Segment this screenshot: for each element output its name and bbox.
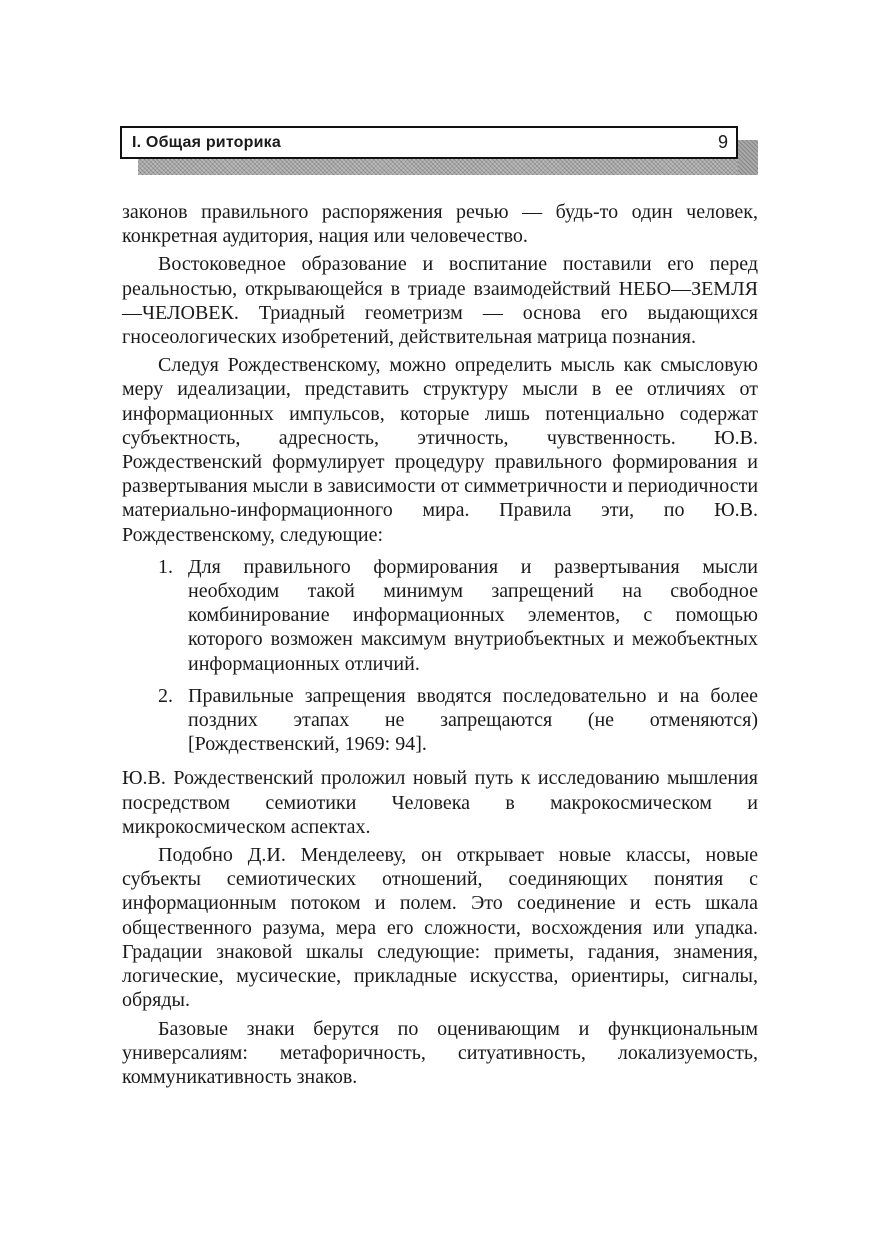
rule-item-1: [158, 555, 758, 676]
rule-text: Правильные запрещения вводятся последовательно и на более поздних этапах не запрещаются (не отменяются) [Рождественский, 1969: 94].: [188, 684, 758, 756]
header-shadow-bottom: [138, 159, 758, 175]
rule-number: 1.: [158, 555, 173, 578]
paragraph-new-path: Ю.В. Рождественский проложил новый путь к исследованию мышления посредством семиотики Человека в макрокосмическом и микрокосмическом аспектах.: [122, 767, 758, 838]
chapter-title: I. Общая риторика: [132, 134, 281, 151]
page-number: 9: [717, 132, 728, 152]
paragraph-thought-definition: Следуя Рождественскому, можно определить мысль как смысловую меру идеализации, представить структуру мысли в ее отличиях от информационных импульсов, которые лишь потенциально содержат субъектность, адресность, этичность, чувственность. Ю.В. Рождественский формулирует процедуру правильного формирования и развертывания мысли в зависимости от симметричности и периодичности материально-информационного мира. Правила эти, по Ю.В. Рождественскому, следующие:: [122, 354, 759, 546]
paragraph-continuation: законов правильного распоряжения речью — будь-то один человек, конкретная аудитория, нация или человечество.: [122, 201, 758, 248]
header-shadow-right: [738, 140, 758, 175]
paragraph-mendeleev: Подобно Д.И. Менделееву, он открывает новые классы, новые субъекты семиотических отношений, соединяющих понятия с информационным потоком и полем. Это соединение и есть шкала общественного разума, мера его сложности, восхождения или упадка. Градации знаковой шкалы следующие: приметы, гадания, знамения, логические, мусические, прикладные искусства, ориентиры, сигналы, обряды.: [122, 844, 758, 1012]
rule-text: Для правильного формирования и развертывания мысли необходим такой минимум запрещений на свободное комбинирование информационных элементов, с помощью которого возможен максимум внутриобъектных и межобъектных информационных отличий.: [188, 555, 758, 675]
rules-list: [122, 555, 758, 757]
paragraph-base-signs: Базовые знаки берутся по оценивающим и функциональным универсалиям: метафоричность, ситуативность, локализуемость, коммуникативность знаков.: [122, 1017, 758, 1088]
running-header: [120, 126, 738, 159]
rule-item-2: [158, 684, 758, 757]
page-body: [122, 200, 758, 1093]
paragraph-oriental-education: Востоковедное образование и воспитание поставили его перед реальностью, открывающейся в триаде взаимодействий НЕБО—ЗЕМЛЯ—ЧЕЛОВЕК. Триадный геометризм — основа его выдающихся гносеологических изобретений, действительная матрица познания.: [122, 253, 758, 349]
rule-number: 2.: [158, 684, 173, 707]
